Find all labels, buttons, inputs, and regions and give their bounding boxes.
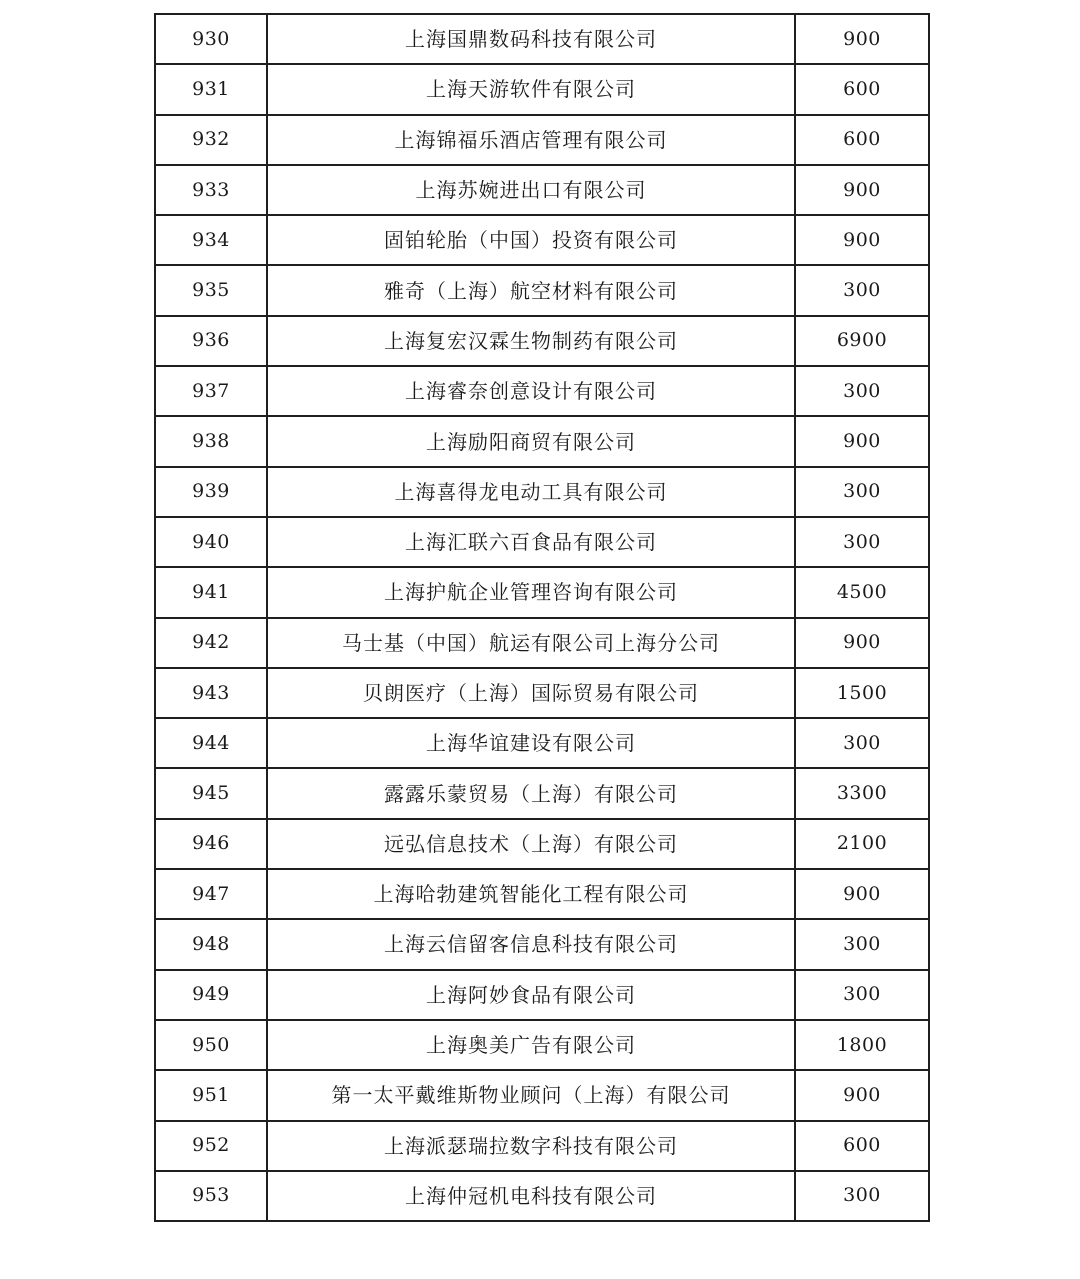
amount-cell: 3300 [795, 768, 929, 818]
company-name-cell: 上海苏婉进出口有限公司 [267, 165, 795, 215]
table-row [155, 14, 929, 64]
company-name-cell: 上海国鼎数码科技有限公司 [267, 14, 795, 64]
company-name-cell: 上海云信留客信息科技有限公司 [267, 919, 795, 969]
table-row [155, 668, 929, 718]
row-number-cell: 941 [155, 567, 267, 617]
table-row [155, 64, 929, 114]
table-row [155, 366, 929, 416]
table-row [155, 819, 929, 869]
amount-cell: 300 [795, 517, 929, 567]
amount-cell: 4500 [795, 567, 929, 617]
table-row [155, 869, 929, 919]
company-name-cell: 雅奇（上海）航空材料有限公司 [267, 265, 795, 315]
company-name-cell: 上海汇联六百食品有限公司 [267, 517, 795, 567]
company-name-cell: 上海睿奈创意设计有限公司 [267, 366, 795, 416]
table-row [155, 1070, 929, 1120]
table-body [155, 14, 929, 1221]
table-row [155, 416, 929, 466]
row-number-cell: 940 [155, 517, 267, 567]
amount-cell: 900 [795, 416, 929, 466]
table-row [155, 215, 929, 265]
table-row [155, 165, 929, 215]
table-row [155, 1171, 929, 1221]
table-row [155, 1121, 929, 1171]
table-row [155, 919, 929, 969]
amount-cell: 1500 [795, 668, 929, 718]
company-name-cell: 上海哈勃建筑智能化工程有限公司 [267, 869, 795, 919]
company-name-cell: 上海复宏汉霖生物制药有限公司 [267, 316, 795, 366]
table-row [155, 115, 929, 165]
amount-cell: 300 [795, 265, 929, 315]
amount-cell: 900 [795, 1070, 929, 1120]
company-name-cell: 上海阿妙食品有限公司 [267, 970, 795, 1020]
company-name-cell: 上海仲冠机电科技有限公司 [267, 1171, 795, 1221]
row-number-cell: 939 [155, 467, 267, 517]
row-number-cell: 937 [155, 366, 267, 416]
amount-cell: 900 [795, 869, 929, 919]
row-number-cell: 953 [155, 1171, 267, 1221]
amount-cell: 900 [795, 618, 929, 668]
table-row [155, 718, 929, 768]
row-number-cell: 948 [155, 919, 267, 969]
row-number-cell: 933 [155, 165, 267, 215]
table-row [155, 265, 929, 315]
table-row [155, 316, 929, 366]
row-number-cell: 950 [155, 1020, 267, 1070]
row-number-cell: 947 [155, 869, 267, 919]
amount-cell: 1800 [795, 1020, 929, 1070]
amount-cell: 900 [795, 165, 929, 215]
company-name-cell: 上海派瑟瑞拉数字科技有限公司 [267, 1121, 795, 1171]
row-number-cell: 952 [155, 1121, 267, 1171]
row-number-cell: 942 [155, 618, 267, 668]
amount-cell: 300 [795, 1171, 929, 1221]
amount-cell: 300 [795, 970, 929, 1020]
amount-cell: 900 [795, 215, 929, 265]
row-number-cell: 934 [155, 215, 267, 265]
company-name-cell: 贝朗医疗（上海）国际贸易有限公司 [267, 668, 795, 718]
row-number-cell: 949 [155, 970, 267, 1020]
amount-cell: 6900 [795, 316, 929, 366]
row-number-cell: 930 [155, 14, 267, 64]
company-name-cell: 上海天游软件有限公司 [267, 64, 795, 114]
company-name-cell: 第一太平戴维斯物业顾问（上海）有限公司 [267, 1070, 795, 1120]
company-name-cell: 上海奥美广告有限公司 [267, 1020, 795, 1070]
amount-cell: 600 [795, 64, 929, 114]
row-number-cell: 943 [155, 668, 267, 718]
table-row [155, 517, 929, 567]
amount-cell: 300 [795, 467, 929, 517]
company-table [154, 13, 930, 1222]
table-row [155, 618, 929, 668]
company-name-cell: 上海励阳商贸有限公司 [267, 416, 795, 466]
row-number-cell: 946 [155, 819, 267, 869]
table-row [155, 768, 929, 818]
company-name-cell: 露露乐蒙贸易（上海）有限公司 [267, 768, 795, 818]
row-number-cell: 931 [155, 64, 267, 114]
amount-cell: 600 [795, 115, 929, 165]
company-name-cell: 上海护航企业管理咨询有限公司 [267, 567, 795, 617]
amount-cell: 300 [795, 718, 929, 768]
table-row [155, 970, 929, 1020]
table-row [155, 567, 929, 617]
amount-cell: 300 [795, 366, 929, 416]
row-number-cell: 938 [155, 416, 267, 466]
row-number-cell: 945 [155, 768, 267, 818]
company-name-cell: 上海喜得龙电动工具有限公司 [267, 467, 795, 517]
row-number-cell: 936 [155, 316, 267, 366]
company-name-cell: 固铂轮胎（中国）投资有限公司 [267, 215, 795, 265]
company-name-cell: 远弘信息技术（上海）有限公司 [267, 819, 795, 869]
table-row [155, 467, 929, 517]
company-name-cell: 上海锦福乐酒店管理有限公司 [267, 115, 795, 165]
amount-cell: 900 [795, 14, 929, 64]
amount-cell: 2100 [795, 819, 929, 869]
company-name-cell: 上海华谊建设有限公司 [267, 718, 795, 768]
row-number-cell: 935 [155, 265, 267, 315]
row-number-cell: 951 [155, 1070, 267, 1120]
amount-cell: 600 [795, 1121, 929, 1171]
amount-cell: 300 [795, 919, 929, 969]
company-name-cell: 马士基（中国）航运有限公司上海分公司 [267, 618, 795, 668]
table-row [155, 1020, 929, 1070]
row-number-cell: 944 [155, 718, 267, 768]
row-number-cell: 932 [155, 115, 267, 165]
